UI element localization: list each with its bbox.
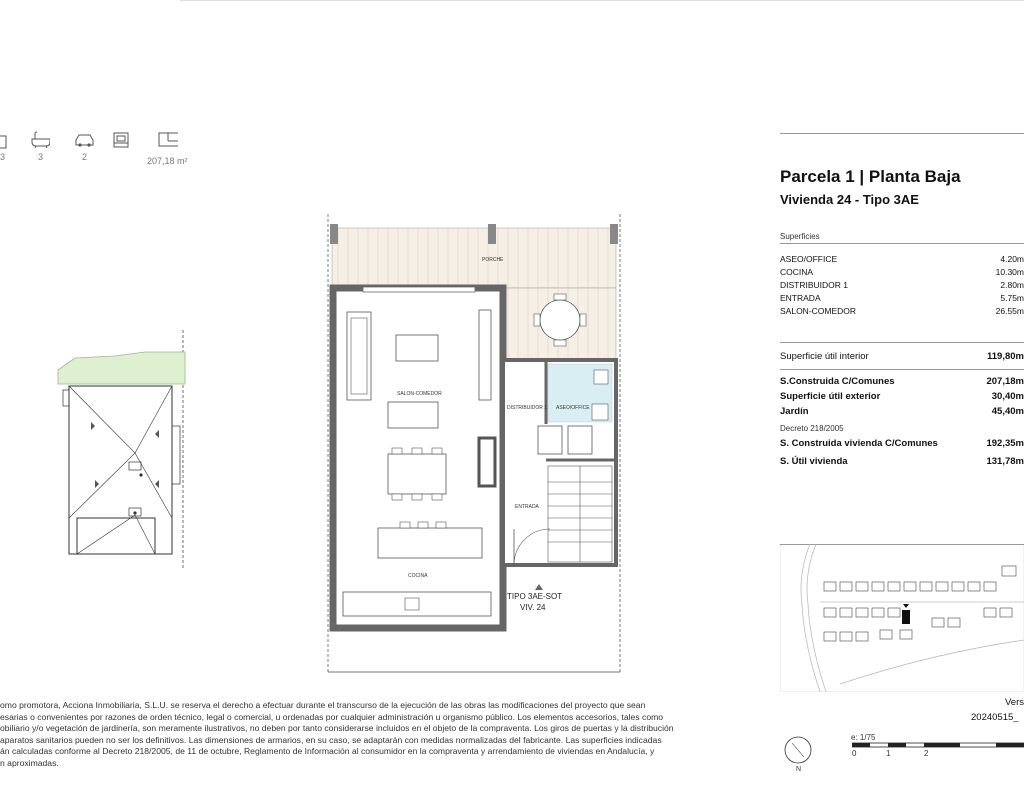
parking-count: 2 bbox=[82, 152, 88, 162]
parking-icon bbox=[74, 132, 94, 150]
decreto-label: Decreto 218/2005 bbox=[780, 424, 844, 433]
disclaimer-line: esarias o convenientes por razones de orden técnico, legal o comercial, u ordenadas por cualquier administración u organismo público. Los elementos accesorios, tales como bbox=[0, 711, 664, 722]
floorplan-icon bbox=[158, 132, 178, 150]
row-name: COCINA bbox=[780, 267, 814, 277]
row-value: 30,40m bbox=[991, 391, 1024, 402]
bathroom-count: 3 bbox=[38, 152, 44, 162]
totals-rule bbox=[780, 369, 1024, 370]
label-cocina: COCINA bbox=[408, 573, 428, 579]
row-value: 131,78m bbox=[986, 456, 1024, 467]
table-row bbox=[780, 254, 1024, 266]
util-interior-row bbox=[780, 351, 1024, 364]
storage-icon bbox=[112, 131, 132, 149]
bedroom-count: 3 bbox=[0, 152, 6, 162]
row-value: 4.20m bbox=[1000, 254, 1024, 264]
row-value: 192,35m bbox=[986, 438, 1024, 449]
construida-vivienda-row bbox=[780, 438, 1024, 451]
totals-rule-top bbox=[780, 342, 1024, 343]
label-distribuidor: DISTRIBUIDOR 1 bbox=[507, 405, 548, 411]
table-row bbox=[780, 306, 1024, 318]
row-name: ENTRADA bbox=[780, 293, 821, 303]
row-name: S. Construida vivienda C/Comunes bbox=[780, 438, 938, 449]
disclaimer-line: aparatos sanitarios pueden no ser los definitivos. Las dimensiones de armarios, en su caso, se adaptarán con medidas normalizadas del fabricante. Las superficies indicadas bbox=[0, 734, 662, 745]
util-exterior-row bbox=[780, 391, 1024, 404]
row-value: 2.80m bbox=[1000, 280, 1024, 290]
row-value: 10.30m bbox=[995, 267, 1024, 277]
north-arrow-icon bbox=[783, 735, 813, 765]
row-name: S. Útil vivienda bbox=[780, 456, 848, 467]
label-aseo: ASEO/OFFICE bbox=[556, 405, 590, 411]
table-row bbox=[780, 267, 1024, 279]
row-name: DISTRIBUIDOR 1 bbox=[780, 280, 849, 290]
row-name: ASEO/OFFICE bbox=[780, 254, 838, 264]
row-value: 26.55m bbox=[995, 306, 1024, 316]
row-value: 119,80m bbox=[987, 351, 1024, 362]
disclaimer-line: n aproximadas. bbox=[0, 757, 59, 768]
row-value: 45,40m bbox=[991, 406, 1024, 417]
legal-disclaimer bbox=[0, 700, 750, 770]
version-date: 20240515_ bbox=[971, 712, 1019, 723]
row-name: Superficie útil interior bbox=[780, 351, 869, 362]
row-name: Superficie útil exterior bbox=[780, 391, 881, 402]
site-roof-plan bbox=[55, 330, 195, 590]
row-value: 5.75m bbox=[1000, 293, 1024, 303]
jardin-row bbox=[780, 406, 1024, 419]
bedroom-icon bbox=[0, 132, 14, 150]
built-area-value: 207,18 m² bbox=[147, 156, 188, 166]
floor-plan bbox=[318, 214, 638, 674]
site-location-map bbox=[780, 544, 1024, 692]
label-viv: VIV. 24 bbox=[520, 603, 546, 612]
scale-label: e: 1/75 bbox=[851, 733, 876, 742]
scale-bar bbox=[852, 742, 1024, 750]
top-divider bbox=[180, 0, 1024, 1]
disclaimer-line: omo promotora, Acciona Inmobiliaria, S.L.U. se reserva el derecho a efectuar durante el transcurso de la ejecución de las obras las modificaciones del proyecto que sean bbox=[0, 700, 646, 710]
page-title: Parcela 1 | Planta Baja bbox=[780, 167, 961, 186]
util-vivienda-row bbox=[780, 456, 1024, 469]
row-value: 207,18m bbox=[986, 376, 1024, 387]
disclaimer-line: obiliario y/o vegetación de jardinería, son meramente ilustrativos, no deben por tanto considerarse incluidos en el objeto de la compraventa. Los giros de puertas y la distribución bbox=[0, 723, 674, 734]
row-name: SALON-COMEDOR bbox=[780, 306, 857, 316]
table-row bbox=[780, 280, 1024, 292]
page-subtitle: Vivienda 24 - Tipo 3AE bbox=[780, 192, 919, 207]
row-name: S.Construida C/Comunes bbox=[780, 376, 895, 387]
construida-row bbox=[780, 376, 1024, 389]
disclaimer-line: án calculadas conforme al Decreto 218/2005, de 11 de octubre, Reglamento de Información al consumidor en la compraventa y arrendamiento de viviendas en Andalucía, y bbox=[0, 746, 655, 757]
label-tipo: TIPO 3AE-SOT bbox=[507, 592, 563, 601]
version-label: Vers bbox=[1005, 697, 1024, 708]
scale-tick-2: 2 bbox=[924, 749, 929, 758]
north-label: N bbox=[796, 766, 802, 773]
label-porche: PORCHE bbox=[482, 257, 504, 263]
table-row bbox=[780, 293, 1024, 305]
superficies-label: Superficies bbox=[780, 232, 820, 241]
label-entrada: ENTRADA bbox=[515, 504, 539, 510]
label-salon: SALON-COMEDOR bbox=[397, 391, 442, 397]
row-name: Jardín bbox=[780, 406, 809, 417]
scale-tick-0: 0 bbox=[852, 749, 857, 758]
superficies-rule bbox=[780, 243, 1024, 244]
bathroom-icon bbox=[30, 130, 50, 148]
title-rule bbox=[780, 133, 1024, 134]
scale-tick-1: 1 bbox=[886, 749, 891, 758]
